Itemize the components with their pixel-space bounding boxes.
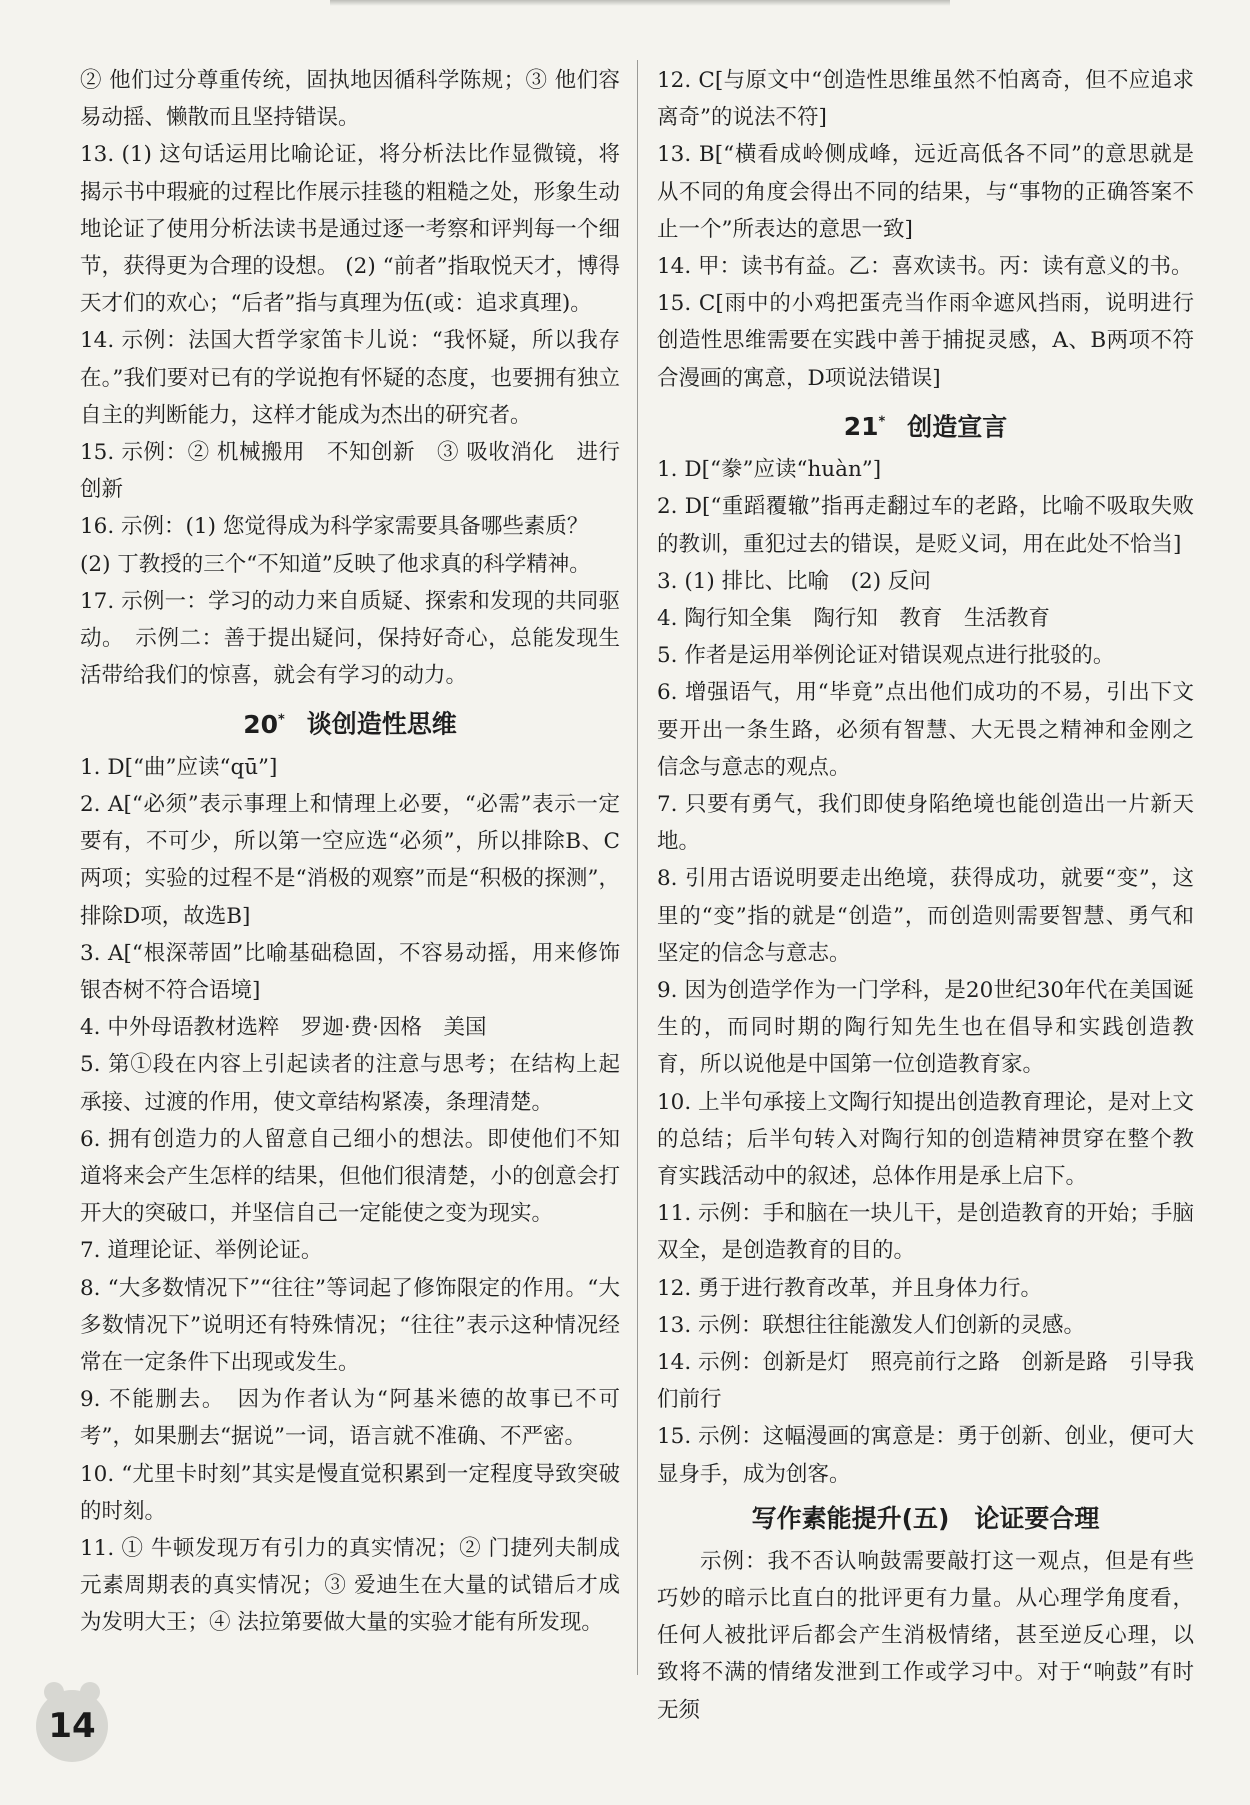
- answer-item: 6. 增强语气，用“毕竟”点出他们成功的不易，引出下文要开出一条生路，必须有智慧、大无畏之精神和金刚之信念与意志的观点。: [657, 680, 1194, 780]
- section-number-text: 21: [843, 412, 879, 442]
- page-number-badge: [36, 1690, 108, 1762]
- section-number-mark: *: [878, 414, 886, 430]
- answer-item: 9. 不能删去。 因为作者认为“阿基米德的故事已不可考”，如果删去“据说”一词，语言就不准确、不严密。: [80, 1387, 620, 1450]
- answer-item: 12. C[与原文中“创造性思维虽然不怕离奇，但不应追求离奇”的说法不符]: [657, 68, 1194, 131]
- answer-item: 3. A[“根深蒂固”比喻基础稳固，不容易动摇，用来修饰银杏树不符合语境]: [80, 940, 620, 1003]
- section-number-text: 20: [243, 709, 278, 739]
- section-number-mark: *: [277, 712, 285, 728]
- answer-item: 16. 示例：(1) 您觉得成为科学家需要具备哪些素质？: [80, 514, 589, 540]
- column-divider: [637, 60, 638, 1675]
- section-number: [243, 710, 285, 739]
- answer-item: 15. 示例：这幅漫画的寓意是：勇于创新、创业，便可大显身手，成为创客。: [657, 1424, 1194, 1487]
- answer-item: (2) 丁教授的三个“不知道”反映了他求真的科学精神。: [80, 551, 591, 577]
- answer-item: 10. 上半句承接上文陶行知提出创造教育理论，是对上文的总结；后半句转入对陶行知的创造精神贯穿在整个教育实践活动中的叙述，总体作用是承上启下。: [657, 1089, 1194, 1190]
- answer-item: 4. 陶行知全集 陶行知 教育 生活教育: [657, 605, 1050, 631]
- answer-item: 14. 甲：读书有益。乙：喜欢读书。丙：读有意义的书。: [657, 254, 1193, 280]
- answer-item: 14. 示例：创新是灯 照亮前行之路 创新是路 引导我们前行: [657, 1350, 1194, 1413]
- answer-item: 15. 示例：② 机械搬用 不知创新 ③ 吸收消化 进行创新: [80, 440, 620, 503]
- top-decoration-line: [330, 0, 950, 6]
- answer-item: 2. D[“重蹈覆辙”指再走翻过车的老路，比喻不吸取失败的教训，重犯过去的错误，是贬义词，用在此处不恰当]: [657, 494, 1194, 557]
- answer-item: ② 他们过分尊重传统，固执地因循科学陈规；③ 他们容易动摇、懒散而且坚持错误。: [80, 68, 620, 131]
- section-title: 创造宣言: [907, 412, 1008, 442]
- right-column: [657, 62, 1194, 1729]
- answer-item: 5. 第①段在内容上引起读者的注意与思考；在结构上起承接、过渡的作用，使文章结构紧凑，条理清楚。: [80, 1052, 620, 1115]
- section-heading: [80, 700, 620, 744]
- answer-item: 13. 示例：联想往往能激发人们创新的灵感。: [657, 1312, 1086, 1338]
- answer-item: 14. 示例：法国大哲学家笛卡儿说：“我怀疑，所以我存在。”我们要对已有的学说抱有怀疑的态度，也要拥有独立自主的判断能力，这样才能成为杰出的研究者。: [80, 328, 620, 428]
- answer-item: 11. ① 牛顿发现万有引力的真实情况；② 门捷列夫制成元素周期表的真实情况；③ 爱迪生在大量的试错后才成为发明大王；④ 法拉第要做大量的实验才能有所发现。: [80, 1536, 620, 1636]
- section-title: 谈创造性思维: [306, 709, 457, 739]
- answer-item: 8. 引用古语说明要走出绝境，获得成功，就要“变”，这里的“变”指的就是“创造”，而创造则需要智慧、勇气和坚定的信念与意志。: [657, 866, 1194, 966]
- answer-item: 9. 因为创造学作为一门学科，是20世纪30年代在美国诞生的，而同时期的陶行知先生也在倡导和实践创造教育，所以说他是中国第一位创造教育家。: [657, 978, 1194, 1078]
- answer-item: 5. 作者是运用举例论证对错误观点进行批驳的。: [657, 643, 1115, 669]
- left-column: [80, 62, 620, 1642]
- answer-item: 7. 只要有勇气，我们即使身陷绝境也能创造出一片新天地。: [657, 791, 1194, 855]
- answer-item: 3. (1) 排比、比喻 (2) 反问: [657, 568, 931, 594]
- answer-item: 15. C[雨中的小鸡把蛋壳当作雨伞遮风挡雨，说明进行创造性思维需要在实践中善于捕捉灵感，A、B两项不符合漫画的寓意，D项说法错误]: [657, 291, 1194, 391]
- section-heading: [657, 1499, 1194, 1539]
- section-heading: [657, 403, 1194, 447]
- answer-item: 8. “大多数情况下”“往往”等词起了修饰限定的作用。“大多数情况下”说明还有特殊情况；“往往”表示这种情况经常在一定条件下出现或发生。: [80, 1275, 620, 1376]
- answer-item: 1. D[“曲”应读“qū”]: [80, 754, 278, 780]
- page-number: 14: [48, 1706, 96, 1746]
- answer-item: 13. (1) 这句话运用比喻论证，将分析法比作显微镜，将揭示书中瑕疵的过程比作展示挂毯的粗糙之处，形象生动地论证了使用分析法读书是通过逐一考察和评判每一个细节，获得更为合理的设想。 (2) “前者”指取悦天才，博得天才们的欢心；“后者”指与真理为伍(或：追求真理)。: [80, 142, 620, 317]
- section-number: [844, 412, 886, 441]
- essay-paragraph: 示例：我不否认响鼓需要敲打这一观点，但是有些巧妙的暗示比直白的批评更有力量。从心理学角度看，任何人被批评后都会产生消极情绪，甚至逆反心理，以致将不满的情绪发泄到工作或学习中。对于“响鼓”有时无须: [657, 1548, 1194, 1723]
- section-title: 写作素能提升(五) 论证要合理: [751, 1503, 1100, 1533]
- answer-item: 17. 示例一：学习的动力来自质疑、探索和发现的共同驱动。 示例二：善于提出疑问，保持好奇心，总能发现生活带给我们的惊喜，就会有学习的动力。: [80, 588, 620, 689]
- answer-item: 7. 道理论证、举例论证。: [80, 1238, 323, 1264]
- answer-item: 2. A[“必须”表示事理上和情理上必要，“必需”表示一定要有，不可少，所以第一空应选“必须”，所以排除B、C两项；实验的过程不是“消极的观察”而是“积极的探测”，排除D项，故选B]: [80, 791, 620, 929]
- answer-item: 10. “尤里卡时刻”其实是慢直觉积累到一定程度导致突破的时刻。: [80, 1461, 620, 1524]
- answer-item: 4. 中外母语教材选粹 罗迦·费·因格 美国: [80, 1015, 487, 1041]
- answer-item: 1. D[“豢”应读“huàn”]: [657, 457, 882, 483]
- answer-item: 11. 示例：手和脑在一块儿干，是创造教育的开始；手脑双全，是创造教育的目的。: [657, 1201, 1194, 1264]
- answer-item: 6. 拥有创造力的人留意自己细小的想法。即使他们不知道将来会产生怎样的结果，但他们很清楚，小的创意会打开大的突破口，并坚信自己一定能使之变为现实。: [80, 1126, 620, 1227]
- answer-item: 13. B[“横看成岭侧成峰，远近高低各不同”的意思就是从不同的角度会得出不同的结果，与“事物的正确答案不止一个”所表达的意思一致]: [657, 142, 1194, 242]
- answer-item: 12. 勇于进行教育改革，并且身体力行。: [657, 1275, 1043, 1301]
